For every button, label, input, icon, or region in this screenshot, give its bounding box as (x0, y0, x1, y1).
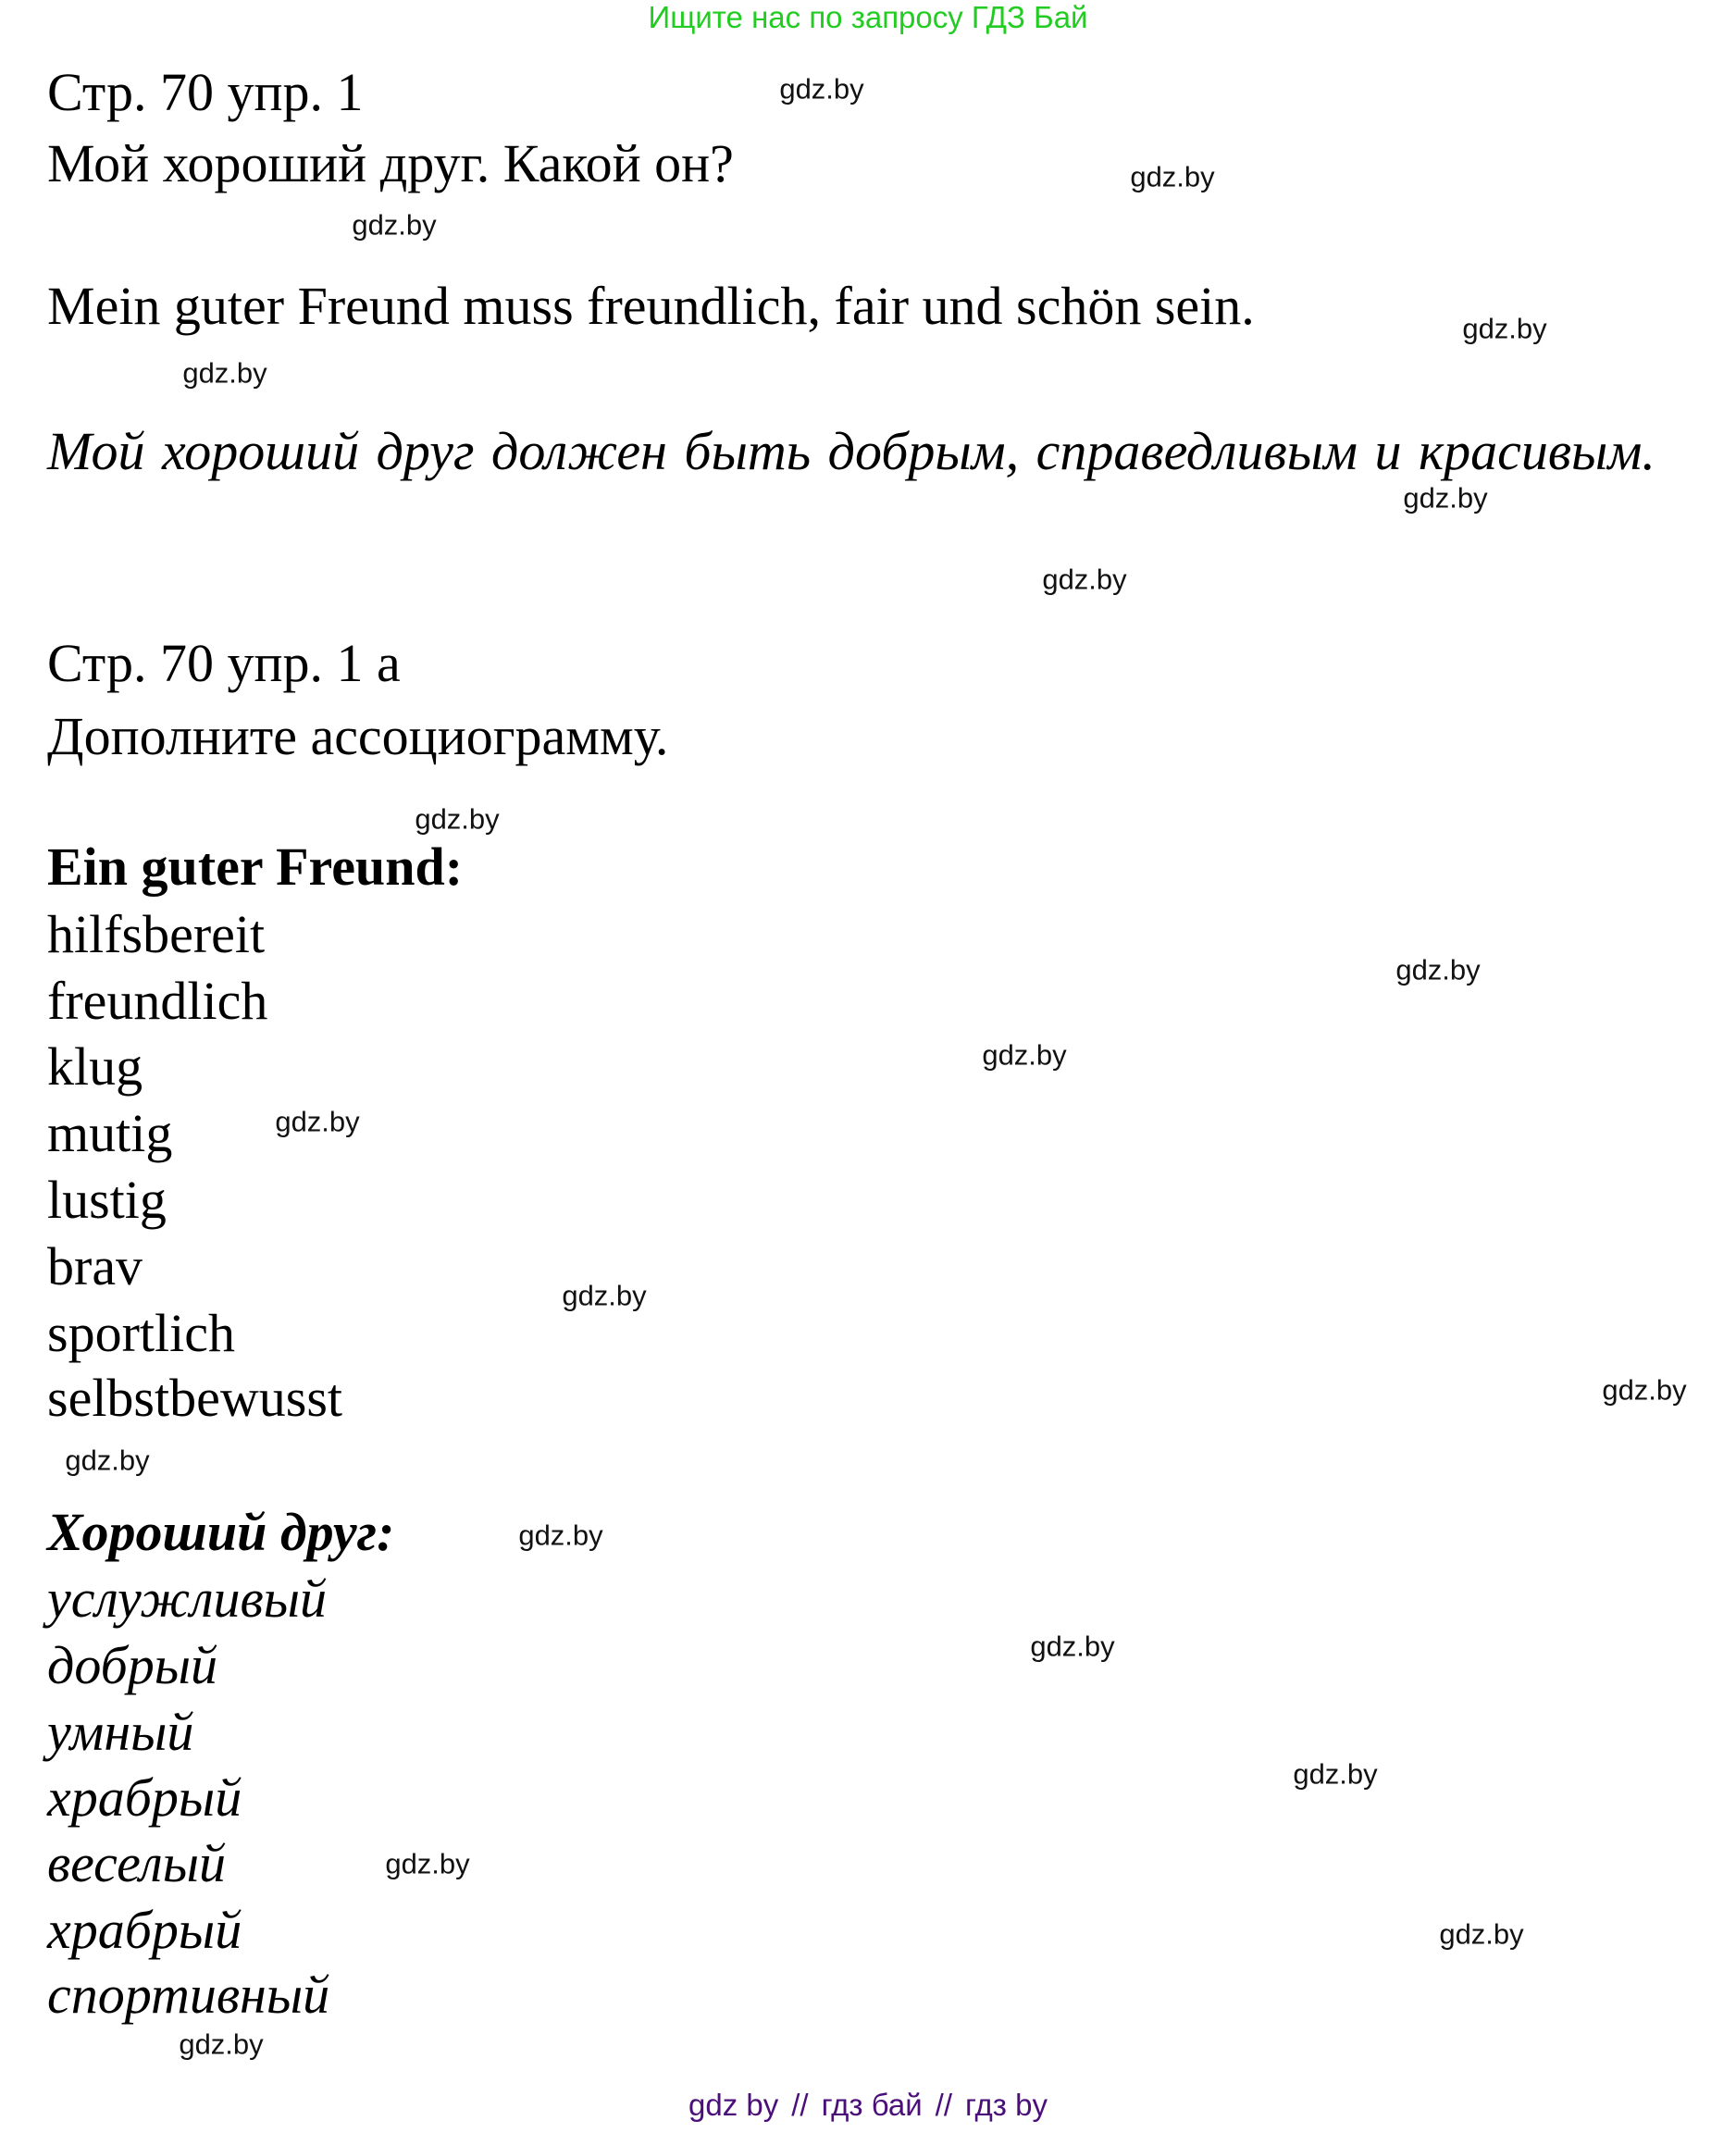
watermark: gdz.by (1030, 1630, 1115, 1663)
footer-link-gdz-bai[interactable]: гдз бай (821, 2088, 923, 2122)
german-list-item: selbstbewusst (47, 1368, 342, 1428)
section2-task: Дополните ассоциограмму. (47, 706, 669, 766)
russian-list-item: добрый (47, 1635, 218, 1695)
watermark: gdz.by (65, 1444, 150, 1477)
german-list-item: klug (47, 1036, 143, 1097)
watermark: gdz.by (1462, 312, 1547, 345)
russian-list-item: храбрый (47, 1767, 242, 1828)
watermark: gdz.by (1439, 1917, 1524, 1951)
footer-link-gdz-by[interactable]: gdz by (688, 2088, 779, 2122)
watermark: gdz.by (385, 1847, 470, 1880)
german-list-item: freundlich (47, 971, 268, 1031)
german-list-item: mutig (47, 1103, 173, 1163)
russian-list-item: спортивный (47, 1965, 330, 2025)
watermark: gdz.by (562, 1279, 647, 1312)
german-list-item: brav (47, 1236, 143, 1296)
watermark: gdz.by (1130, 160, 1215, 193)
russian-list-item: храбрый (47, 1900, 242, 1960)
section1-answer-german: Mein guter Freund muss freundlich, fair und schön sein. (47, 276, 1255, 336)
search-banner: Ищите нас по запросу ГДЗ Бай (648, 0, 1088, 34)
watermark: gdz.by (352, 208, 437, 242)
russian-list-item: веселый (47, 1833, 227, 1893)
watermark: gdz.by (182, 356, 267, 390)
footer-separator: // (791, 2088, 809, 2122)
watermark: gdz.by (1602, 1373, 1687, 1407)
footer-separator: // (935, 2088, 952, 2122)
watermark: gdz.by (1403, 481, 1488, 515)
watermark: gdz.by (982, 1038, 1067, 1072)
german-list-title: Ein guter Freund: (47, 837, 464, 897)
footer-link-gdz-by-cyr[interactable]: гдз by (965, 2088, 1048, 2122)
watermark: gdz.by (1042, 563, 1127, 596)
watermark: gdz.by (1293, 1757, 1378, 1791)
russian-list-title: Хороший друг: (47, 1502, 395, 1562)
watermark: gdz.by (1395, 953, 1481, 986)
german-list-item: sportlich (47, 1303, 235, 1363)
watermark: gdz.by (518, 1519, 603, 1552)
section1-heading: Стр. 70 упр. 1 (47, 62, 364, 122)
watermark: gdz.by (415, 802, 500, 836)
watermark: gdz.by (275, 1105, 360, 1138)
german-list-item: hilfsbereit (47, 904, 266, 964)
section2-heading: Стр. 70 упр. 1 а (47, 633, 401, 693)
footer-links (688, 2090, 1048, 2120)
russian-list-item: услужливый (47, 1569, 328, 1629)
watermark: gdz.by (779, 72, 864, 105)
watermark: gdz.by (179, 2028, 264, 2061)
german-list-item: lustig (47, 1170, 167, 1230)
section1-question: Мой хороший друг. Какой он? (47, 133, 734, 193)
section1-answer-russian: Мой хороший друг должен быть добрым, справедливым и красивым. (47, 421, 1655, 481)
russian-list-item: умный (47, 1702, 194, 1762)
